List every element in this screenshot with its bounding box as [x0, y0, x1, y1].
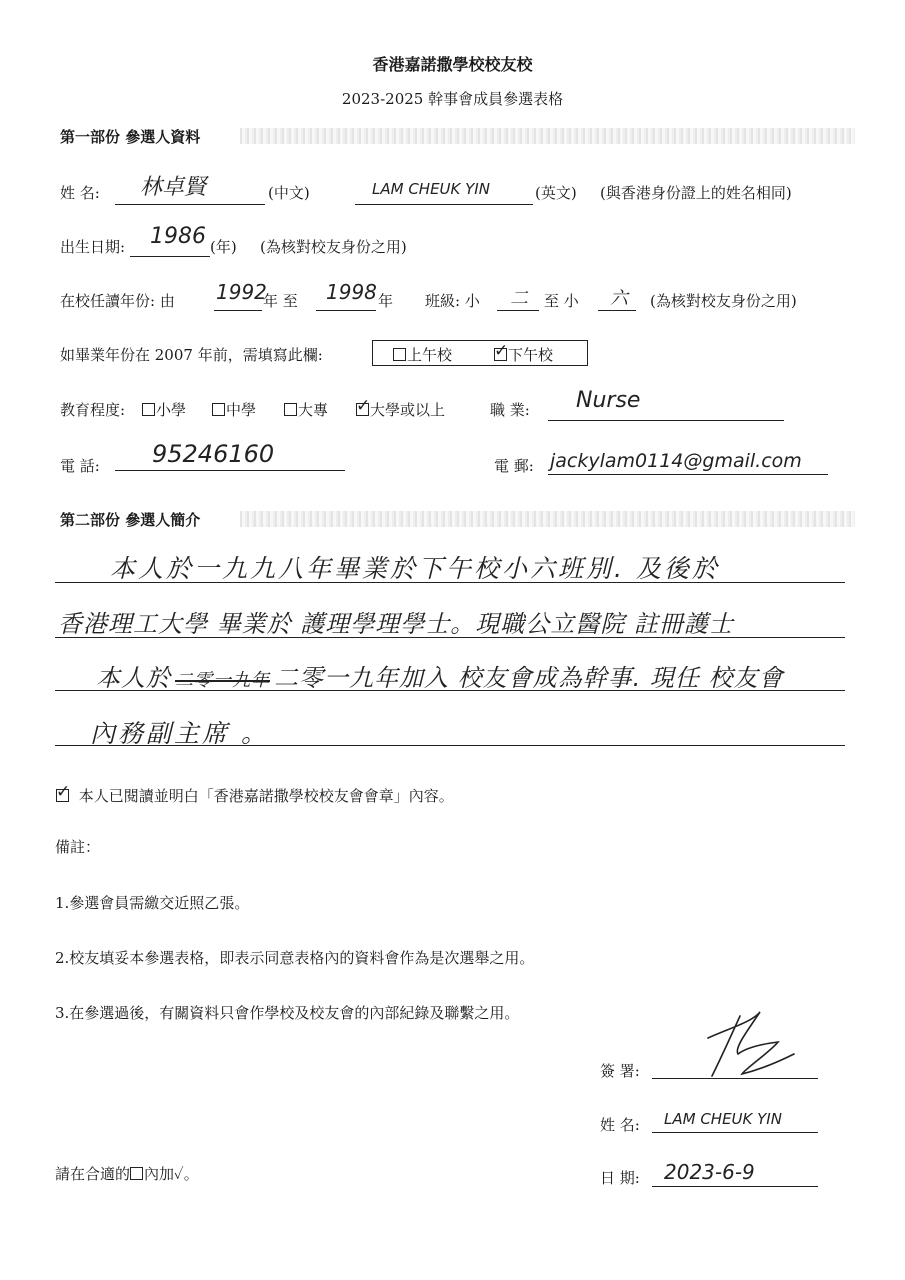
- name-cn-underline: [115, 204, 265, 205]
- name-note: (與香港身份證上的姓名相同): [600, 184, 792, 202]
- email-underline: [548, 474, 828, 475]
- checkbox-empty-icon[interactable]: [212, 403, 225, 416]
- name-cn-suffix: (中文): [268, 184, 310, 202]
- instruction-text: 請在合適的 內加✓。: [55, 1165, 199, 1183]
- name-label: 姓 名:: [60, 184, 100, 202]
- study-year: 年: [378, 292, 394, 310]
- checkbox-empty-icon[interactable]: [142, 403, 155, 416]
- class-note: (為核對校友身份之用): [650, 292, 797, 310]
- name-en-field[interactable]: LAM CHEUK YIN: [372, 180, 490, 198]
- date-label: 日 期:: [600, 1169, 640, 1187]
- strikethrough-text: 二零一九年: [175, 670, 270, 691]
- study-from-field[interactable]: 1992: [216, 280, 267, 304]
- signoff-name-label: 姓 名:: [600, 1116, 640, 1134]
- signoff-name-underline: [652, 1132, 818, 1133]
- study-to-underline: [316, 310, 376, 311]
- essay-line-1[interactable]: 本人於一九九八年畢業於下午校小六班別. 及後於: [110, 554, 720, 583]
- job-field[interactable]: Nurse: [576, 388, 641, 413]
- checkbox-empty-icon[interactable]: [393, 348, 406, 361]
- note-item: 1.參選會員需繳交近照乙張。: [55, 894, 250, 912]
- name-cn-field[interactable]: 林卓賢: [140, 175, 207, 200]
- class-from-underline: [497, 310, 539, 311]
- edu-label: 教育程度:: [60, 401, 126, 419]
- date-underline: [652, 1186, 818, 1187]
- essay-line-4[interactable]: 內務副主席 。: [90, 719, 269, 748]
- tel-label: 電 話:: [60, 457, 100, 475]
- checkbox-checked-icon[interactable]: ✓: [56, 782, 71, 802]
- essay-line-3[interactable]: 本人於 二零一九年 二零一九年加入 校友會成為幹事. 現任 校友會: [96, 664, 784, 692]
- grad-label: 如畢業年份在 2007 年前，需填寫此欄:: [60, 346, 323, 364]
- date-field[interactable]: 2023-6-9: [664, 1160, 755, 1184]
- signature-drawing[interactable]: [700, 1008, 800, 1080]
- form-title: 香港嘉諾撒學校校友校: [372, 55, 533, 74]
- edu-option-diploma[interactable]: 大專: [284, 399, 328, 420]
- dob-suffix: (年): [210, 238, 237, 256]
- part2-heading: 第二部份 參選人簡介: [60, 511, 201, 529]
- email-label: 電 郵:: [494, 457, 534, 475]
- job-underline: [548, 420, 784, 421]
- dob-label: 出生日期:: [60, 238, 126, 256]
- scan-noise: [240, 128, 855, 144]
- edu-option-primary[interactable]: 小學: [142, 399, 186, 420]
- grad-option-am[interactable]: 上午校: [393, 344, 452, 365]
- scan-noise: [240, 511, 855, 527]
- dob-underline: [130, 256, 210, 257]
- class-mid: 至 小: [544, 292, 579, 310]
- name-en-underline: [355, 204, 533, 205]
- notes-label: 備註：: [55, 838, 101, 856]
- class-to-field[interactable]: 六: [610, 288, 628, 309]
- tel-field[interactable]: 95246160: [152, 440, 275, 468]
- dob-note: (為核對校友身份之用): [260, 238, 407, 256]
- job-label: 職 業:: [490, 401, 530, 419]
- note-item: 3.在參選過後，有關資料只會作學校及校友會的內部紀錄及聯繫之用。: [55, 1004, 520, 1022]
- note-item: 2.校友填妥本參選表格，即表示同意表格內的資料會作為是次選舉之用。: [55, 949, 535, 967]
- tel-underline: [115, 470, 345, 471]
- form-subtitle: 2023-2025 幹事會成員參選表格: [341, 90, 564, 108]
- checkbox-empty-icon: [130, 1167, 143, 1180]
- class-from-field[interactable]: 二: [510, 288, 528, 309]
- name-en-suffix: (英文): [535, 184, 577, 202]
- study-mid: 年 至: [263, 292, 298, 310]
- essay-line-2[interactable]: 香港理工大學 畢業於 護理學理學士。現職公立醫院 註冊護士: [58, 610, 734, 638]
- signature-label: 簽 署:: [600, 1062, 640, 1080]
- checkbox-checked-icon[interactable]: ✓: [356, 396, 371, 416]
- signoff-name-field[interactable]: LAM CHEUK YIN: [664, 1110, 782, 1128]
- class-to-underline: [598, 310, 636, 311]
- edu-option-secondary[interactable]: 中學: [212, 399, 256, 420]
- part1-heading: 第一部份 參選人資料: [60, 128, 201, 146]
- study-label: 在校任讀年份: 由: [60, 292, 175, 310]
- declaration[interactable]: ✓ 本人已閱讀並明白「香港嘉諾撒學校校友會會章」內容。: [56, 782, 454, 805]
- grad-option-pm[interactable]: ✓ 下午校: [494, 341, 554, 364]
- edu-option-university[interactable]: ✓ 大學或以上: [356, 396, 446, 419]
- dob-field[interactable]: 1986: [150, 224, 206, 249]
- email-field[interactable]: jackylam0114@gmail.com: [550, 450, 802, 472]
- study-to-field[interactable]: 1998: [326, 280, 377, 304]
- study-from-underline: [214, 310, 262, 311]
- checkbox-checked-icon[interactable]: ✓: [494, 341, 509, 361]
- checkbox-empty-icon[interactable]: [284, 403, 297, 416]
- class-label: 班級: 小: [425, 292, 480, 310]
